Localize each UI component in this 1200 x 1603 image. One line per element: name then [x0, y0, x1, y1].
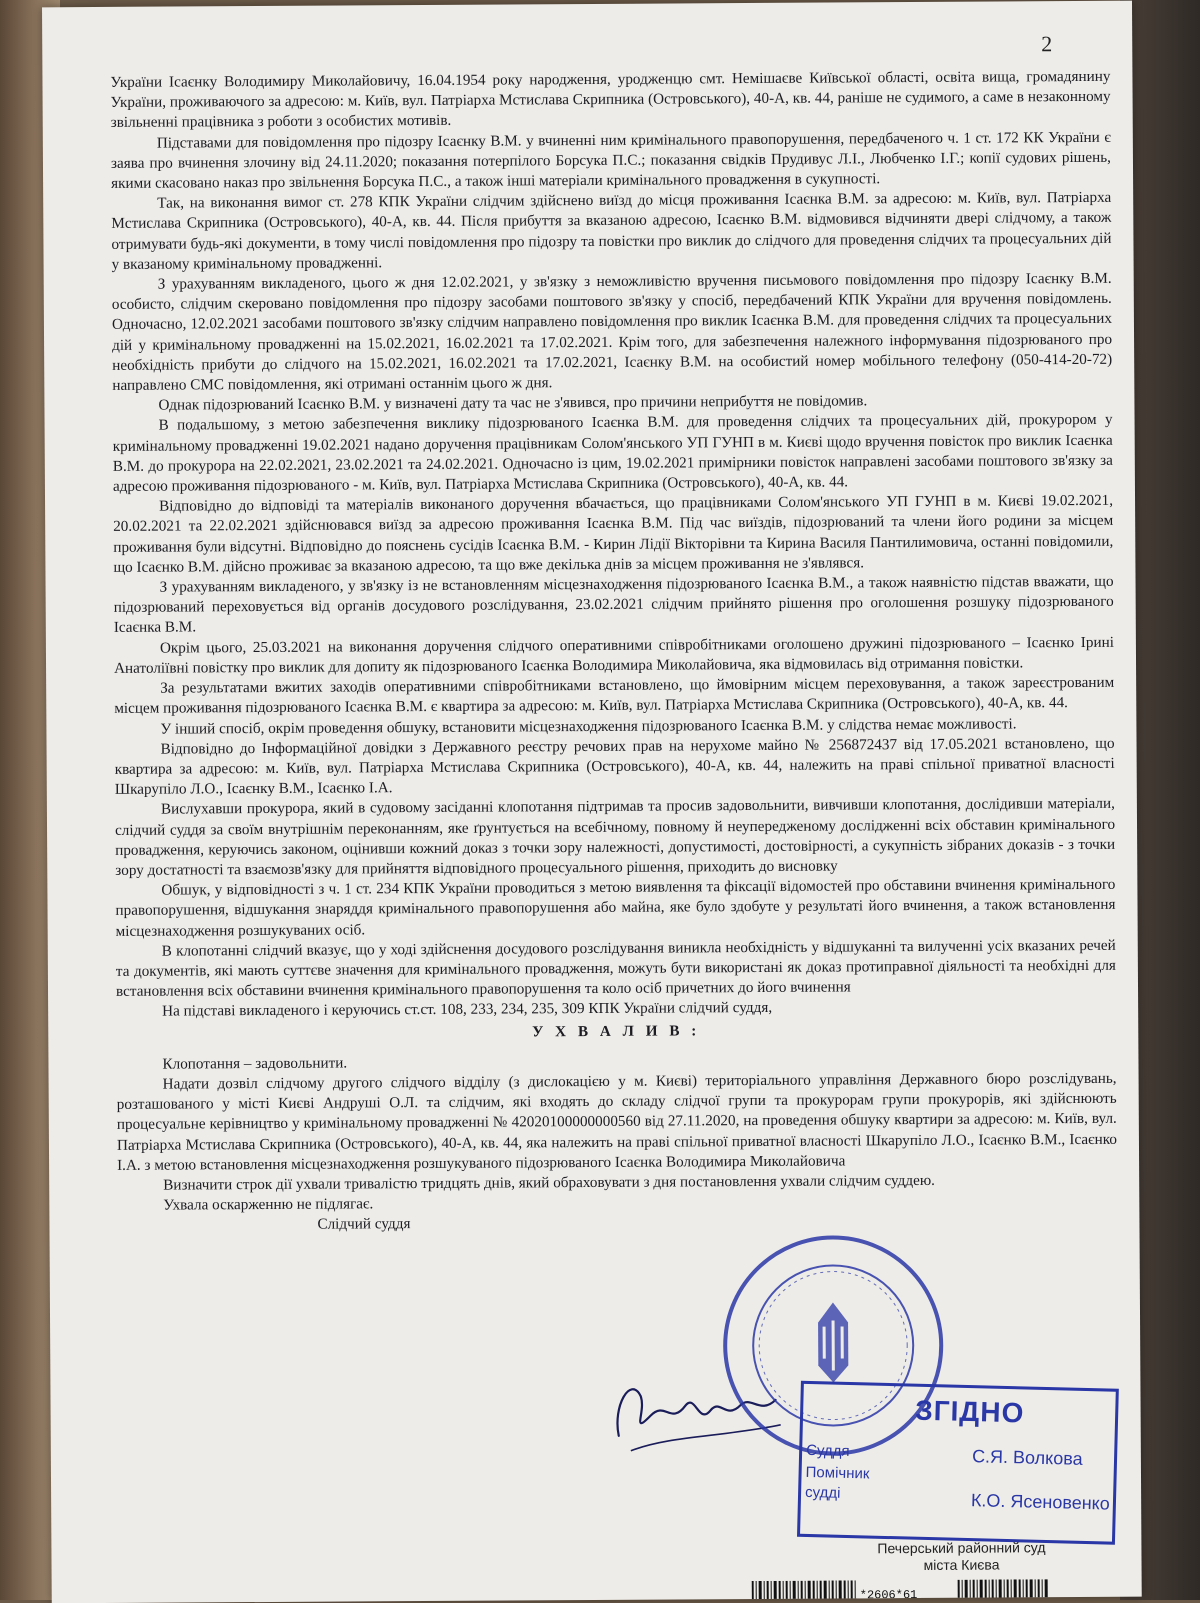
court-caption-line: Печерський районний суд [877, 1539, 1046, 1557]
document-page [42, 1, 1142, 1603]
paragraph: У інший спосіб, окрім проведення обшуку, встановити місцезнаходження підозрюваного Ісаєнка В.М. у слідства немає можливості. [160, 714, 1017, 738]
judge-label: Слідчий суддя [317, 1215, 411, 1234]
copy-stamp-role: Суддя [805, 1441, 850, 1461]
paragraph: Вислухавши прокурора, який в судовому засіданні клопотання підтримав та просив задовольнити, вивчивши клопотання, дослідивши матеріали, слідчий суддя за своїм внутрішнім переконанням, яке ґрунтується на всебічному, повному й неупередженому дослідженні всіх обставин кримінального провадження, керуючись законом, оцінивши кожний доказ з точки зору належності, допустимості, достовірності, а сукупність зібраних доказів - з точки зору достатності та взаємозв'язку для прийняття відповідного процесуального рішення, приходить до висновку [114, 795, 1116, 879]
paragraph: В клопотанні слідчий вказує, що у ході здійснення досудового розслідування виникла необхідність у відшуканні та вилученні усіх вказаних речей та документів, які мають суттєве значення для кримінального провадження, можуть бути використані як доказ протиправної діяльності та необхідні для встановлення всіх обставини вчинення кримінального правопорушення та коло осіб причетних до його вчинення [115, 936, 1116, 1001]
document-body [110, 67, 1117, 1237]
certified-copy-stamp [797, 1381, 1119, 1545]
barcode-number: *2606*61 [857, 1588, 921, 1602]
resolution-item: Ухвала оскарженню не підлягає. [163, 1195, 374, 1214]
court-caption-line: міста Києва [923, 1556, 1000, 1573]
paragraph: З урахуванням викладеного, у зв'язку із не встановленням місцезнаходження підозрюваного Ісаєнка В.М., а також наявністю підстав вважати, що підозрюваний переховується від органів досудового розслідування, 23.02.2021 слідчим прийнято рішення про оголошення розшуку підозрюваного Ісаєнка В.М. [113, 572, 1114, 637]
paragraph: З урахуванням викладеного, цього ж дня 12.02.2021, у зв'язку з неможливістю вручення письмового повідомлення про підозру Ісаєнку В.М. особисто, слідчим скеровано повідомлення про підозру засобами поштового зв'язку у спосіб, передбачений КПК України для вручення повідомлень. Одночасно, 12.02.2021 засобами поштового зв'язку слідчим направлено повідомлення про виклик Ісаєнка В.М. для проведення слідчих та процесуальних дій у кримінальному провадженні на 15.02.2021, 16.02.2021 та 17.02.2021. Крім того, для забезпечення належного інформування підозрюваного про необхідність прибути до слідчого на 15.02.2021, 16.02.2021 та 17.02.2021, Ісаєнку В.М. на особистий номер мобільного телефону (050-414-20-72) направлено СМС повідомлення, які отримані останнім цього ж дня. [111, 269, 1113, 394]
court-caption [841, 1539, 1081, 1574]
copy-stamp-role: Помічник [805, 1463, 870, 1483]
paragraph: Так, на виконання вимог ст. 278 КПК України слідчим здійснено виїзд до місця проживання Ісаєнка В.М. за адресою: м. Київ, вул. Патріарха Мстислава Скрипника (Островського), 40-А, кв. 44. Після прибуття за вказаною адресою, Ісаєнко В.М. відмовився відчиняти двері слідчому, а також отримувати будь-які документи, в тому числі повідомлення про підозру та повістки про виклик до слідчого для проведення слідчих та процесуальних дій у вказаному кримінальному провадженні. [111, 189, 1112, 273]
paragraph: Відповідно до відповіді та матеріалів виконаного доручення вбачається, що працівниками Солом'янського УП ГУНП в м. Києві 19.02.2021, 20.02.2021 та 22.02.2021 здійснювався виїзд за адресою проживання Ісаєнка В.М. Під час виїздів, підозрюваний та члени його родини за місцем проживання були відсутні. Відповідно до пояснень сусідів Ісаєнка В.М. - Кирин Лідії Вікторівни та Кирина Василя Пантилимовича, останні повідомили, що Ісаєнко В.М. дійсно проживає за вказаною адресою, та що вже декілька днів за місцем проживання не з'являвся. [113, 492, 1114, 576]
copy-stamp-title: ЗГІДНО [914, 1394, 1025, 1429]
resolution-item: Надати дозвіл слідчому другого слідчого відділу (з дислокацією у м. Києві) територіального управління Державного бюро розслідувань, розташованого у місті Києві Андруші О.Л. та слідчим, які входять до складу слідчої групи та прокурорам групи прокурорів, які здійснюють процесуальне керівництво у кримінальному провадженні № 42020100000000560 від 27.11.2020, на проведення обшуку квартири за адресою: м. Київ, вул. Патріарха Мстислава Скрипника (Островського), 40-А, кв. 44, яка належить на праві спільної приватної власності Шкарупіло Л.О., Ісаєнко В.М., Ісаєнко І.А. з метою встановлення місцезнаходження розшукуваного підозрюваного Ісаєнка Володимира Миколайовича [116, 1069, 1117, 1174]
paragraph: За результатами вжитих заходів оперативними співробітниками встановлено, що ймовірним місцем переховування, а також зареєстрованим місцем проживання підозрюваного Ісаєнка В.М. є квартира за адресою: м. Київ, вул. Патріарха Мстислава Скрипника (Островського), 40-А, кв. 44. [114, 673, 1115, 718]
paragraph: Однак підозрюваний Ісаєнко В.М. у визначені дату та час не з'явився, про причини неприбуття не повідомив. [158, 392, 868, 414]
page-number: 2 [1041, 31, 1053, 57]
paragraph: України Ісаєнку Володимиру Миколайовичу, 16.04.1954 року народження, уродженцю смт. Немішаєве Київської області, освіта вища, громадянину України, проживаючого за адресою: м. Київ, вул. Патріарха Мстислава Скрипника (Островського), 40-А, кв. 44, раніше не судимого, а саме в незаконному звільненні працівника з роботи з особистих мотивів. [110, 67, 1111, 132]
copy-stamp-clerk-name: К.О. Ясеновенко [970, 1490, 1111, 1514]
paragraph: Окрім цього, 25.03.2021 на виконання доручення слідчого оперативними співробітниками оголошено дружині підозрюваного – Ісаєнко Ірині Анатоліївні повістку про виклик для допиту як підозрюваного Ісаєнка Володимира Миколайовича, яка відмовилась від отримання повістки. [113, 633, 1114, 677]
paragraph: Відповідно до Інформаційної довідки з Державного реєстру речових прав на нерухоме майно № 256872437 від 17.05.2021 встановлено, що квартира за адресою: м. Київ, вул. Патріарха Мстислава Скрипника (Островського), 40-А, кв. 44, належить на праві спільної приватної власності Шкарупіло Л.О., Ісаєнку В.М., Ісаєнко І.А. [114, 734, 1115, 799]
resolution-item: Клопотання – задовольнити. [162, 1054, 348, 1073]
copy-stamp-role: судді [804, 1483, 841, 1502]
copy-stamp-judge-name: С.Я. Волкова [971, 1446, 1083, 1469]
paragraph: Обшук, у відповідності з ч. 1 ст. 234 КПК України проводиться з метою виявлення та фіксації відомостей про обставини вчинення кримінального правопорушення, відшукання знаряддя кримінального правопорушення або майна, яке було здобуте у результаті його вчинення, а також встановлення місцезнаходження розшукуваних осіб. [115, 875, 1116, 940]
decision-heading: У Х В А Л И В : [532, 1021, 701, 1040]
paragraph: На підставі викладеного і керуючись ст.ст. 108, 233, 234, 235, 309 КПК України слідчий суддя, [162, 999, 773, 1020]
resolution-item: Визначити строк дії ухвали тривалістю тридцять днів, який обраховувати з дня постановлення ухвали слідчим суддею. [163, 1171, 935, 1194]
paragraph: Підставами для повідомлення про підозру Ісаєнку В.М. у вчиненні ним кримінального правопорушення, передбаченого ч. 1 ст. 172 КК України є заява про вчинення злочину від 24.11.2020; показання потерпілого Борсука П.С.; показання свідків Прудивус Л.І., Любченко І.Г.; копії судових рішень, якими скасовано наказ про звільнення Борсука П.С., а також інші матеріали кримінального провадження в сукупності. [110, 128, 1111, 192]
paragraph: В подальшому, з метою забезпечення виклику підозрюваного Ісаєнка В.М. для проведення слідчих та процесуальних дій, прокурором у кримінальному провадженні 19.02.2021 надано доручення працівникам Солом'янського УП ГУНП в м. Києві щодо вручення повісток про виклик Ісаєнка В.М. до прокурора на 22.02.2021, 23.02.2021 та 24.02.2021. Одночасно із цим, 19.02.2021 примірники повісток направлені засобами поштового зв'язку за адресою проживання підозрюваного - м. Київ, вул. Патріарха Мстислава Скрипника (Островського), 40-А, кв. 44. [112, 411, 1113, 495]
